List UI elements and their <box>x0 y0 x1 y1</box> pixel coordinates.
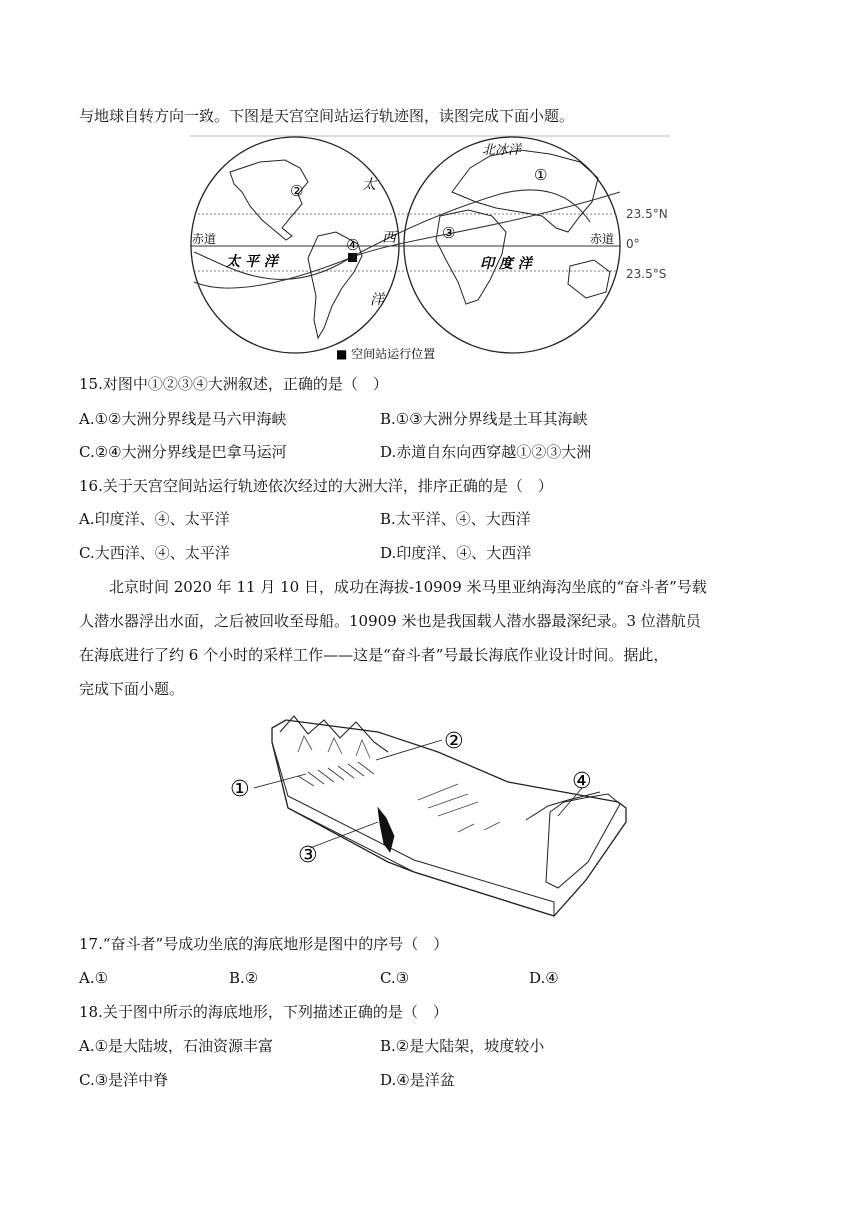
map-legend: ■ 空间站运行位置 <box>336 347 436 361</box>
label-equator-left: 赤道 <box>192 232 217 246</box>
label-lat-n: 23.5°N <box>626 207 668 221</box>
label-pacific: 太 平 洋 <box>226 254 278 270</box>
q16-option-b[interactable]: B.太平洋、④、大西洋 <box>380 510 531 528</box>
label-arctic: 北冰洋 <box>482 143 522 158</box>
label-xi: 西 <box>382 230 396 246</box>
label-yang: 洋 <box>370 292 384 308</box>
q16-option-c[interactable]: C.大西洋、④、太平洋 <box>79 544 230 562</box>
passage-line-2: 人潜水器浮出水面，之后被回收至母船。10909 米也是我国载人潜水器最深纪录。3 位潜航员 <box>79 612 701 630</box>
station-marker <box>348 253 357 262</box>
trench <box>378 808 394 852</box>
north-america <box>230 160 308 240</box>
q18-option-a[interactable]: A.①是大陆坡，石油资源丰富 <box>79 1037 274 1055</box>
q17-option-b[interactable]: B.② <box>229 969 259 987</box>
label-tai: 太 <box>362 177 376 193</box>
diagram-label-4: ④ <box>572 769 592 794</box>
q15-option-d[interactable]: D.赤道自东向西穿越①②③大洲 <box>380 443 592 461</box>
label-lat-0: 0° <box>626 237 640 251</box>
q15-option-c[interactable]: C.②④大洲分界线是巴拿马运河 <box>79 443 287 461</box>
label-indian: 印 度 洋 <box>480 256 532 272</box>
q18-option-d[interactable]: D.④是洋盆 <box>380 1071 455 1089</box>
ridge-area <box>546 794 620 888</box>
seafloor-diagram-figure <box>228 712 628 918</box>
western-hemisphere <box>191 137 399 353</box>
passage-line-1: 北京时间 2020 年 11 月 10 日，成功在海拔-10909 米马里亚纳海沟坐底的“奋斗者”号载 <box>79 578 707 596</box>
q17-stem: 17.“奋斗者”号成功坐底的海底地形是图中的序号（ ） <box>79 935 449 953</box>
label-continent-2: ② <box>290 182 304 200</box>
label-lat-s: 23.5°S <box>626 267 667 281</box>
q15-option-b[interactable]: B.①③大洲分界线是土耳其海峡 <box>380 410 588 428</box>
q17-option-a[interactable]: A.① <box>79 969 109 987</box>
orbit-map-figure <box>190 132 680 362</box>
diagram-label-1: ① <box>230 777 250 802</box>
diagram-label-3: ③ <box>298 843 318 868</box>
intro-text: 与地球自转方向一致。下图是天宫空间站运行轨迹图，读图完成下面小题。 <box>79 107 575 125</box>
passage-line-4: 完成下面小题。 <box>79 680 185 698</box>
orbit-track-2 <box>194 192 620 288</box>
passage-line-3: 在海底进行了约 6 个小时的采样工作——这是“奋斗者”号最长海底作业设计时间。据此， <box>79 646 669 664</box>
oceania <box>568 260 610 298</box>
label-continent-4: ④ <box>346 236 360 254</box>
eurasia <box>452 150 598 232</box>
q15-stem: 15.对图中①②③④大洲叙述，正确的是（ ） <box>79 375 388 393</box>
seafloor-diagram <box>228 712 628 918</box>
q15-option-a[interactable]: A.①②大洲分界线是马六甲海峡 <box>79 410 287 428</box>
label-equator-right: 赤道 <box>590 232 615 246</box>
q18-stem: 18.关于图中所示的海底地形，下列描述正确的是（ ） <box>79 1003 448 1021</box>
diagram-label-2: ② <box>444 729 464 754</box>
q18-option-b[interactable]: B.②是大陆架，坡度较小 <box>380 1037 545 1055</box>
q16-option-a[interactable]: A.印度洋、④、太平洋 <box>79 510 230 528</box>
q17-option-d[interactable]: D.④ <box>529 969 559 987</box>
q16-stem: 16.关于天宫空间站运行轨迹依次经过的大洲大洋，排序正确的是（ ） <box>79 477 553 495</box>
orbit-map <box>190 132 680 362</box>
q17-option-c[interactable]: C.③ <box>380 969 410 987</box>
q18-option-c[interactable]: C.③是洋中脊 <box>79 1071 169 1089</box>
label-continent-1: ① <box>534 166 548 184</box>
label-continent-3: ③ <box>442 224 456 242</box>
q16-option-d[interactable]: D.印度洋、④、大西洋 <box>380 544 532 562</box>
